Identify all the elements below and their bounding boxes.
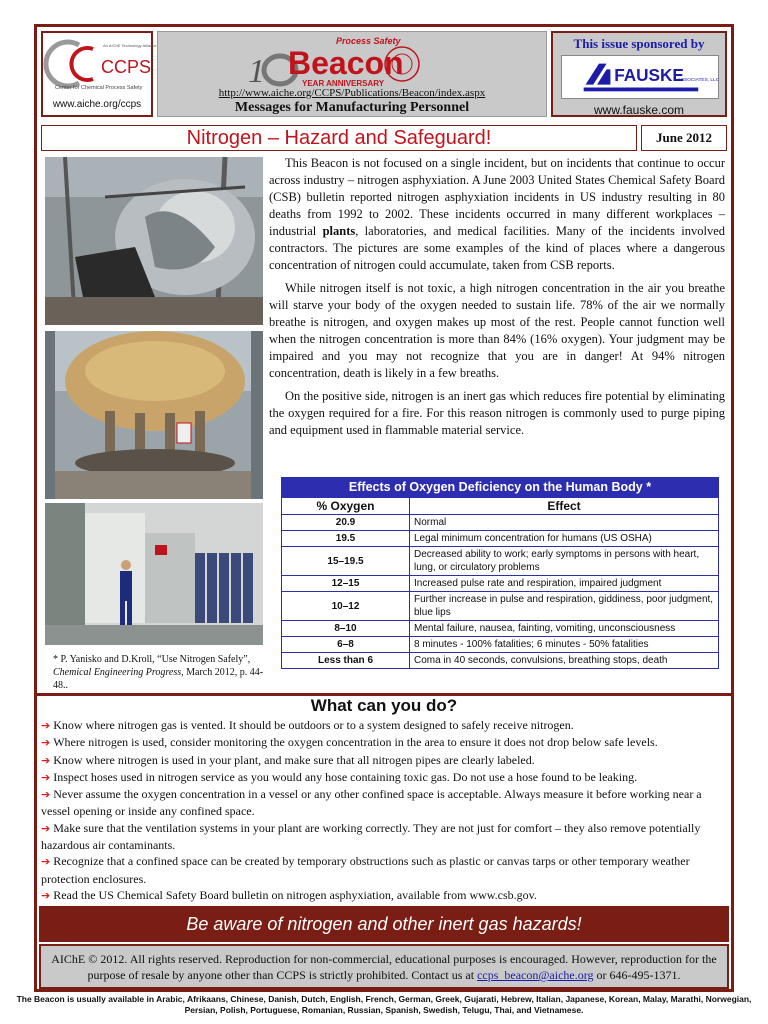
list-item: ➔ Where nitrogen is used, consider monitoring the oxygen concentration in the area to ensure it does not drop below safe levels.: [41, 735, 658, 750]
photo-tank-base: [45, 331, 263, 499]
table-row: Less than 6 Coma in 40 seconds, convulsions, breathing stops, death: [282, 653, 719, 669]
list-item: ➔ Never assume the oxygen concentration in a vessel or any other confined space is acceptable. Always measure it before working near a vessel opening or inside any confined space.: [41, 787, 702, 819]
arrow-icon: ➔: [41, 736, 51, 750]
table-row: 8–10 Mental failure, nausea, fainting, vomiting, unconsciousness: [282, 621, 719, 637]
column-header: Effect: [410, 498, 719, 515]
photo-caption: [53, 653, 265, 692]
arrow-icon: ➔: [41, 788, 51, 802]
arrow-icon: ➔: [41, 855, 51, 869]
beacon-logo: [244, 34, 464, 90]
column-header: % Oxygen: [282, 498, 410, 515]
banner-text: Be aware of nitrogen and other inert gas hazards!: [186, 914, 582, 934]
languages-note: The Beacon is usually available in Arabic, Afrikaans, Chinese, Danish, Dutch, English, French, German, Greek, Gujarati, Hebrew, Italian, Japanese, Korean, Malay, Marathi, Norwegian, Persian, Polish, Portuguese, Romanian, Russian, Spanish, Swedish, Telugu, Thai, and Vietnamese.: [16, 994, 752, 1015]
oxygen-deficiency-table: [281, 477, 719, 669]
warning-banner: [39, 906, 729, 942]
arrow-icon: ➔: [41, 753, 51, 767]
svg-text:Beacon: Beacon: [288, 45, 404, 81]
list-item: ➔ Make sure that the ventilation systems in your plant are working correctly. They are not just for comfort – they also remove potentially hazardous air contaminants.: [41, 820, 701, 853]
table-row: 20.9 Normal: [282, 515, 719, 531]
arrow-icon: ➔: [41, 770, 51, 784]
list-item: ➔ Know where nitrogen gas is vented. It should be outdoors or to a system designed to safely receive nitrogen.: [41, 718, 574, 732]
beacon-url[interactable]: http://www.aiche.org/CCPS/Publications/Beacon/index.aspx: [218, 87, 486, 99]
copyright-text: AIChE © 2012. All rights reserved. Reproduction for non-commercial, educational purposes is encouraged. However, reproduction for the purpose of resale by anyone other than CCPS is strictly prohibited. Contact us at: [51, 952, 717, 982]
newsletter-page: [34, 24, 734, 992]
svg-text:YEAR ANNIVERSARY: YEAR ANNIVERSARY: [302, 79, 385, 88]
sponsor-url[interactable]: www.fauske.com: [593, 103, 685, 117]
ccps-logo-box: [41, 31, 157, 117]
svg-text:1: 1: [248, 53, 265, 90]
svg-text:FAUSKE: FAUSKE: [614, 64, 684, 85]
list-item: ➔ Recognize that a confined space can be created by temporary obstructions such as plastic or canvas tarps or other temporary weather protection enclosures.: [41, 854, 690, 886]
paragraph: While nitrogen itself is not toxic, a high nitrogen concentration in the air you breathe will starve your body of the oxygen needed to sustain life. 78% of the air we normally breathe is nitrogen, and oxygen makes up most of the rest. People cannot function well when the nitrogen concentration is more than 84% (16% oxygen). Your judgment may be impaired and you may not recognize that you are in danger! At 94% nitrogen concentration, death is likely in a few breaths.: [269, 281, 725, 380]
sponsor-box: [551, 31, 727, 117]
list-item: ➔ Know where nitrogen is used in your plant, and make sure that all nitrogen pipes are clearly labeled.: [41, 752, 535, 767]
list-item: ➔ Read the US Chemical Safety Board bulletin on nitrogen asphyxiation, available from www.csb.gov.: [41, 887, 537, 902]
svg-text:CCPS: CCPS: [101, 57, 152, 77]
paragraph: This Beacon is not focused on a single incident, but on incidents that continue to occur across industry – nitrogen asphyxiation. A June 2003 United States Chemical Safety Board (CSB) bulletin reported nitrogen asphyxiation incidents in US industry resulting in 80 deaths from 1992 to 2002. These incidents occurred in many different workplaces – industrial plants, laboratories, and medical facilities. Many of the incidents involved contractors. The pictures are some examples of the kind of places where a dangerous concentration of nitrogen could accumulate, taken from CSB reports.: [269, 156, 726, 272]
photo-damaged-vessel: [45, 157, 263, 325]
table-title: Effects of Oxygen Deficiency on the Human Body *: [281, 477, 719, 497]
caption-journal: Chemical Engineering Progress: [53, 667, 182, 678]
ccps-url[interactable]: www.aiche.org/ccps: [52, 99, 142, 110]
article-body: [269, 155, 725, 445]
ccps-logo: [49, 37, 157, 91]
beacon-masthead: [157, 31, 547, 117]
tagline: Messages for Manufacturing Personnel: [234, 100, 470, 115]
list-item: ➔ Inspect hoses used in nitrogen service as you would any hose containing toxic gas. Do not use a hose found to be leaking.: [41, 769, 638, 784]
table-row: 15–19.5 Decreased ability to work; early symptoms in persons with heart, lung, or circulatory problems: [282, 547, 719, 576]
arrow-icon: ➔: [41, 888, 51, 902]
paragraph: On the positive side, nitrogen is an inert gas which reduces fire potential by eliminating the oxygen required for a fire. For this reason nitrogen is commonly used to purge piping and equipment used in flammable material service.: [269, 389, 725, 437]
caption-text: * P. Yanisko and D.Kroll, “Use Nitrogen Safely”,: [53, 654, 251, 665]
svg-text:Center for Chemical Process Sa: Center for Chemical Process Safety: [55, 85, 143, 91]
table-row: 19.5 Legal minimum concentration for humans (US OSHA): [282, 531, 719, 547]
fauske-logo: [561, 55, 719, 99]
contact-phone: or 646-495-1371.: [593, 968, 681, 982]
table-row: 12–15 Increased pulse rate and respiration, impaired judgment: [282, 576, 719, 592]
sponsor-title: This issue sponsored by: [573, 36, 705, 51]
header: [37, 27, 731, 121]
table-row: 6–8 8 minutes - 100% fatalities; 6 minutes - 50% fatalities: [282, 637, 719, 653]
title-box: [41, 125, 637, 151]
contact-email-link[interactable]: ccps_beacon@aiche.org: [477, 968, 594, 982]
photo-worker-cylinders: [45, 503, 263, 645]
svg-text:& ASSOCIATES, LLC: & ASSOCIATES, LLC: [673, 77, 720, 83]
action-list: [41, 717, 731, 904]
svg-text:Process Safety: Process Safety: [336, 36, 401, 46]
arrow-icon: ➔: [41, 821, 51, 835]
caption-text-end: , March 2012, p. 44-48..: [53, 667, 264, 691]
issue-date: June 2012: [641, 125, 727, 151]
section-title: What can you do?: [310, 696, 458, 715]
copyright-footer: [39, 944, 729, 989]
arrow-icon: ➔: [41, 719, 51, 732]
table-row: 10–12 Further increase in pulse and respiration, giddiness, poor judgment, blue lips: [282, 592, 719, 621]
svg-text:An AIChE Technology Alliance: An AIChE Technology Alliance: [103, 43, 157, 48]
article-title: Nitrogen – Hazard and Safeguard!: [186, 127, 492, 149]
